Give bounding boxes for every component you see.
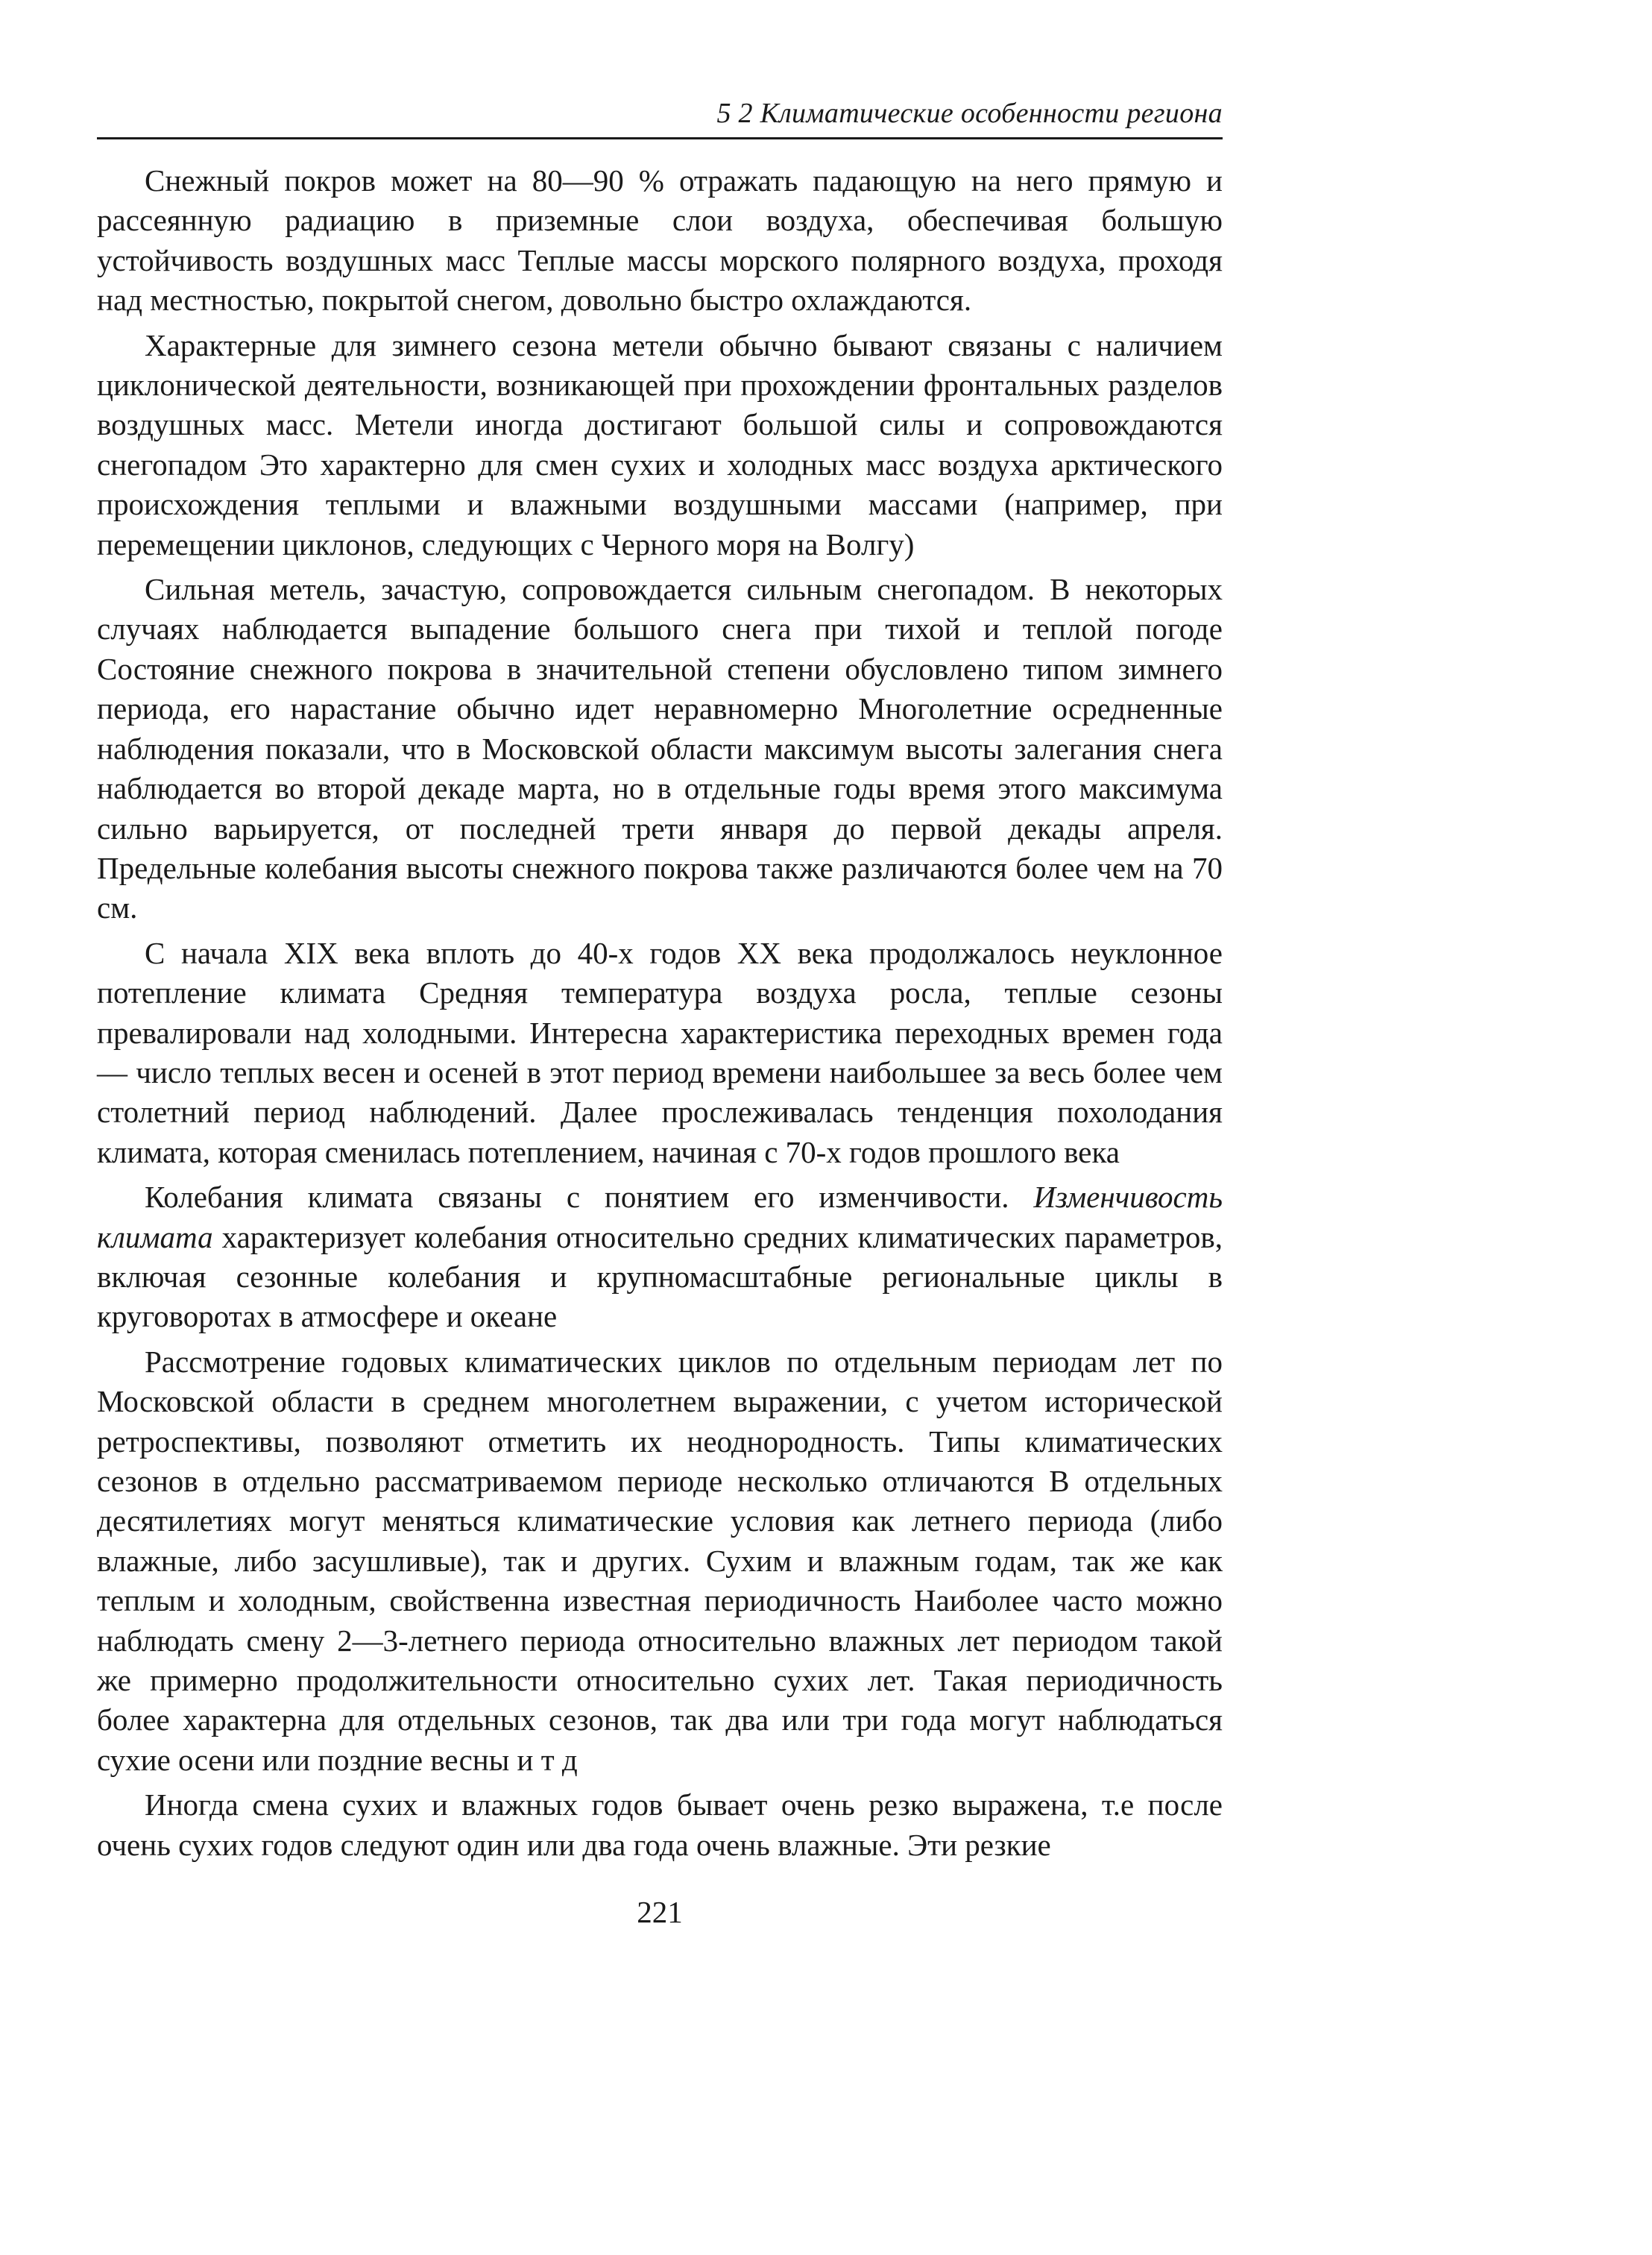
- paragraph-annual-cycles: Рассмотрение годовых климатических циклов по отдельным периодам лет по Московской области в среднем многолетнем выражении, с учетом исторической ретроспективы, позволяют отметить их неоднородность. Типы климатических сезонов в отдельно рассматриваемом периоде несколько отличаются В отдельных десятилетиях могут меняться климатические условия как летнего периода (либо влажные, либо засушливые), так и других. Сухим и влажным годам, так же как теплым и холодным, свойственна известная периодичность Наиболее часто можно наблюдать смену 2—3-летнего периода относительно влажных лет периодом такой же примерно продолжительности относительно сухих лет. Такая периодичность более характерна для отдельных сезонов, так два или три года могут наблюдаться сухие осени или поздние весны и т д: [97, 1344, 1223, 1777]
- page-number: 221: [637, 1895, 683, 1929]
- variability-tail: характеризует колебания относительно средних климатических параметров, включая сезонные колебания и крупномасштабные региональные циклы в круговоротах в атмосфере и океане: [97, 1219, 1223, 1334]
- paragraph-variability: [97, 1177, 1223, 1337]
- body-text: [97, 161, 1223, 1870]
- paragraph-snowfall: Сильная метель, зачастую, сопровождается сильным снегопадом. В некоторых случаях наблюдается выпадение большого снега при тихой и теплой погоде Состояние снежного покрова в значительной степени обусловлено типом зимнего периода, его нарастание обычно идет неравномерно Многолетние осредненные наблюдения показали, что в Московской области максимум высоты залегания снега наблюдается во второй декаде марта, но в отдельные годы время этого максимума сильно варьируется, от последней трети января до первой декады апреля. Предельные колебания высоты снежного покрова также различаются более чем на 70 см.: [97, 572, 1223, 925]
- header-rule: [97, 137, 1223, 139]
- running-title: 5 2 Климатические особенности региона: [716, 98, 1223, 129]
- paragraph-warming: С начала XIX века вплоть до 40-х годов XX века продолжалось неуклонное потепление климата Средняя температура воздуха росла, теплые сезоны превалировали над холодными. Интересна характеристика переходных времен года — число теплых весен и осеней в этот период времени наибольшее за весь более чем столетний период наблюдений. Далее прослеживалась тенденция похолодания климата, которая сменилась потеплением, начиная с 70-х годов прошлого века: [97, 935, 1223, 1169]
- paragraph-blizzards: Характерные для зимнего сезона метели обычно бывают связаны с наличием циклонической деятельности, возникающей при прохождении фронтальных разделов воздушных масс. Метели иногда достигают большой силы и сопровождаются снегопадом Это характерно для смен сухих и холодных масс воздуха арктического происхождения теплыми и влажными воздушными массами (например, при перемещении циклонов, следующих с Черного моря на Волгу): [97, 327, 1223, 562]
- variability-term: Изменчивость климата: [97, 1180, 1223, 1254]
- paragraph-dry-wet-change: Иногда смена сухих и влажных годов бывает очень резко выражена, т.е после очень сухих годов следуют один или два года очень влажные. Эти резкие: [97, 1787, 1223, 1862]
- paragraph-snow-cover: Снежный покров может на 80—90 % отражать падающую на него прямую и рассеянную радиацию в приземные слои воздуха, обеспечивая большую устойчивость воздушных масс Теплые массы морского полярного воздуха, проходя над местностью, покрытой снегом, довольно быстро охлаждаются.: [97, 163, 1223, 318]
- variability-lead: Колебания климата связаны с понятием его изменчивости.: [145, 1180, 1034, 1215]
